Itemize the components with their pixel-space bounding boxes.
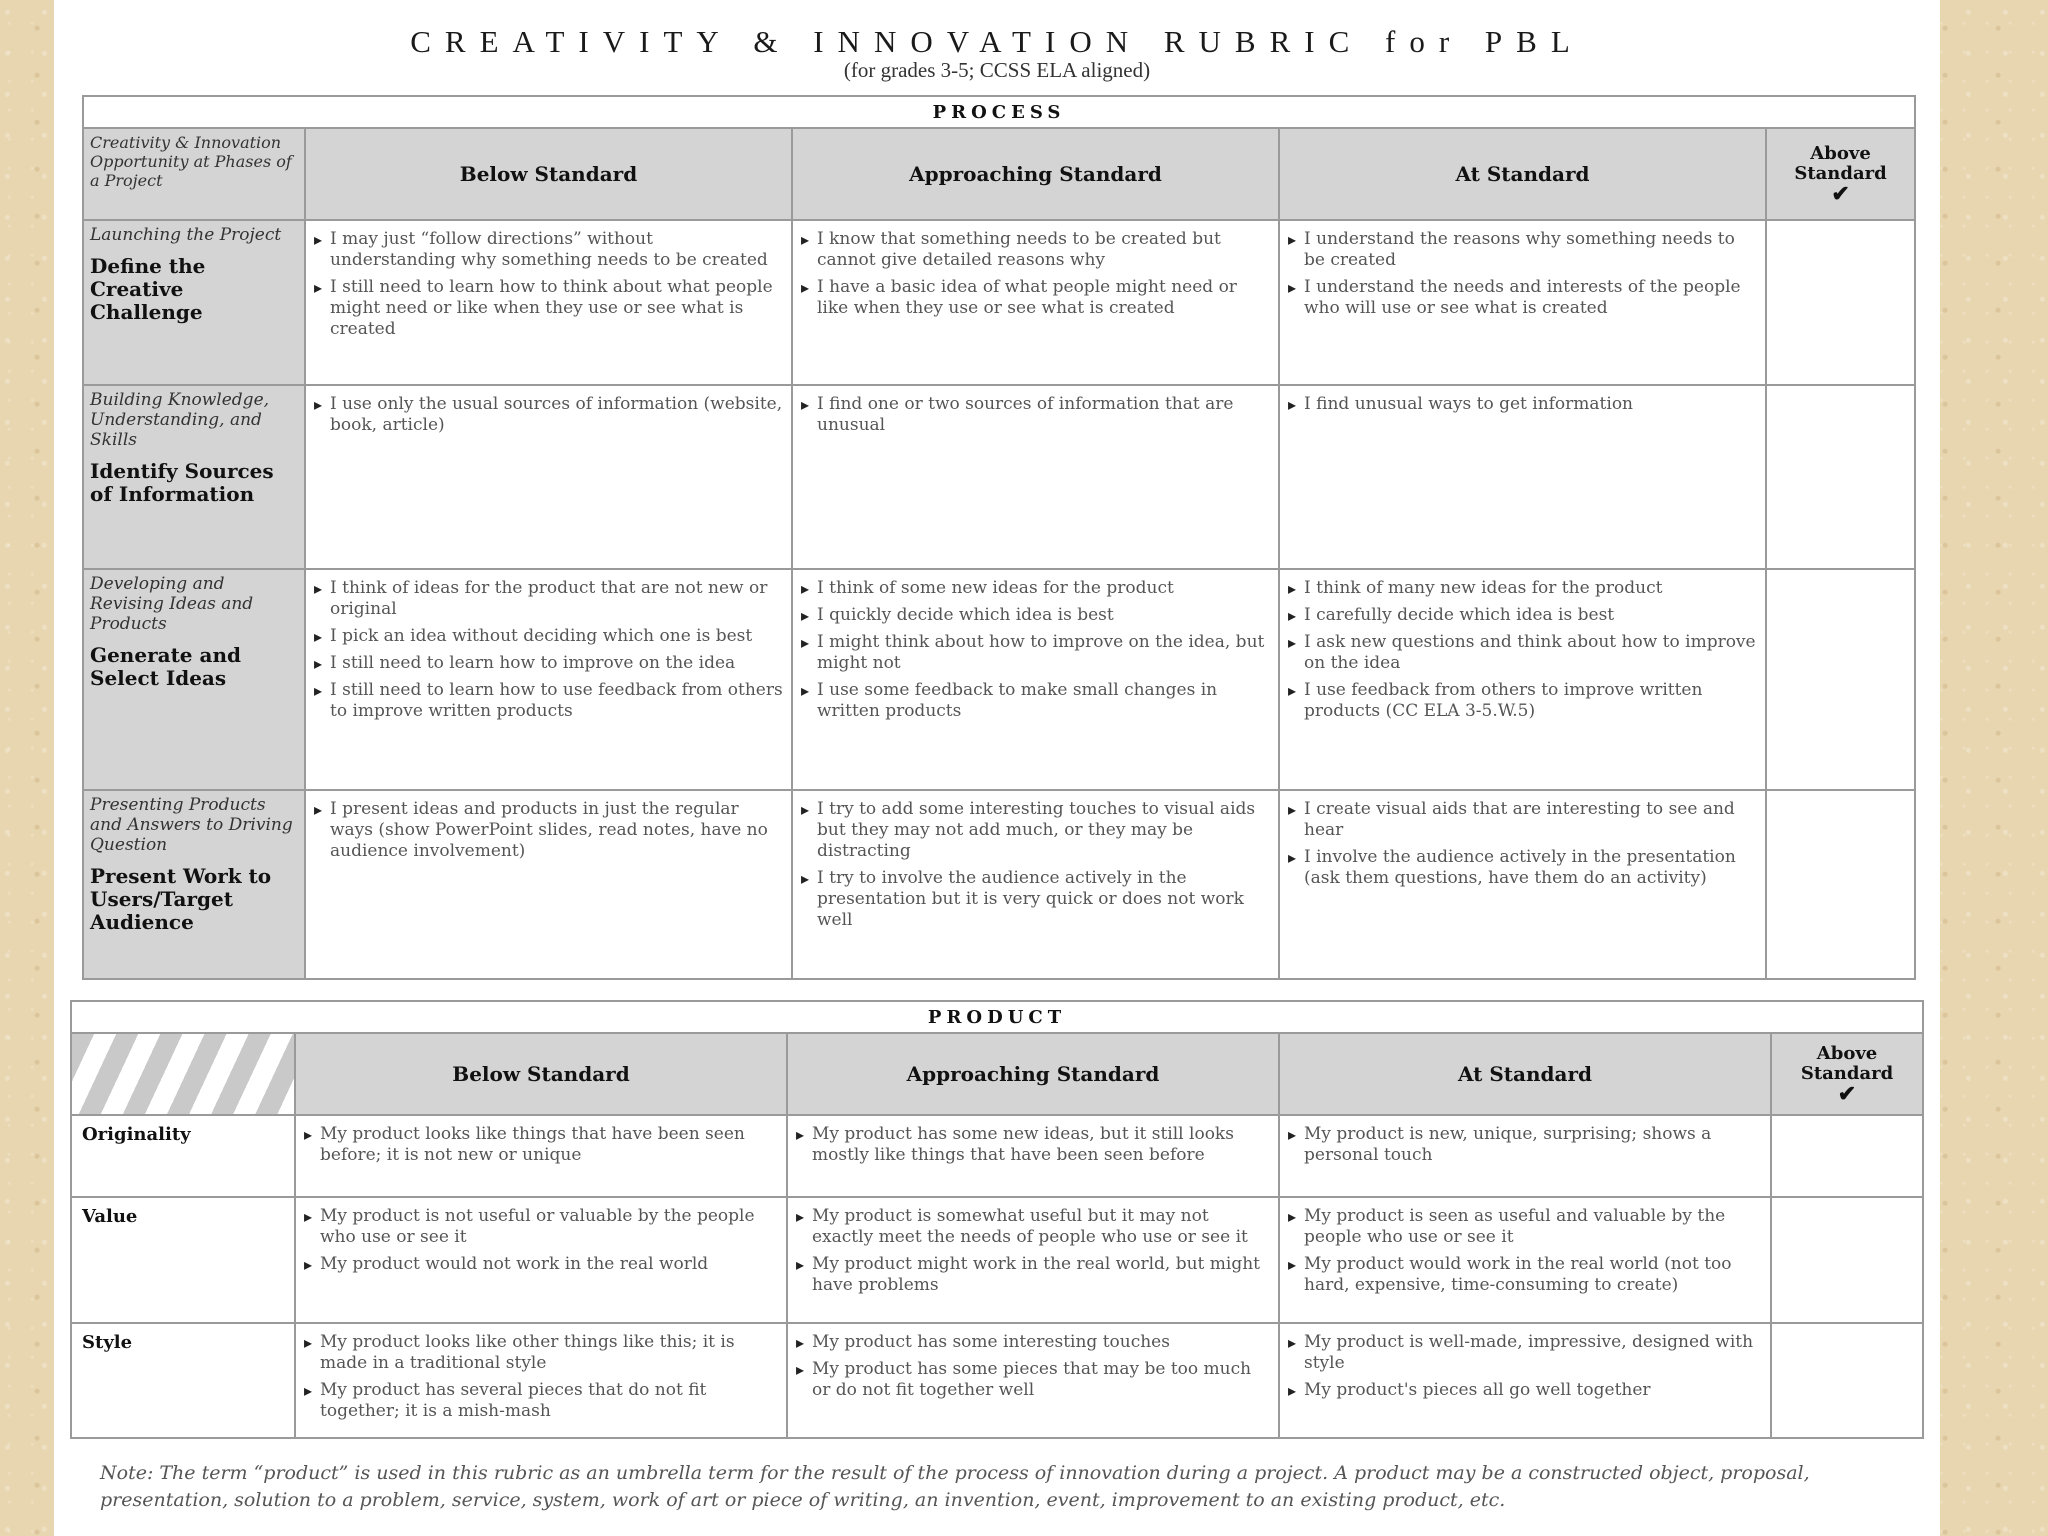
list-item: ▸ I try to involve the audience actively in the presentation but it is very quick or does not work well	[801, 868, 1270, 931]
list-item: ▸ I think of ideas for the product that are not new or original	[314, 578, 783, 620]
list-item: ▸ My product has some interesting touches	[796, 1332, 1270, 1353]
table-row	[83, 790, 1915, 979]
list-item: ▸ I find one or two sources of information that are unusual	[801, 394, 1270, 436]
above-cell[interactable]	[1766, 790, 1915, 979]
list-item: ▸ I use feedback from others to improve written products (CC ELA 3-5.W.5)	[1288, 680, 1757, 722]
process-heading: PROCESS	[83, 96, 1915, 128]
below-cell	[295, 1197, 787, 1323]
table-row	[71, 1323, 1923, 1438]
criterion-label: Style	[71, 1323, 295, 1438]
check-icon: ✔	[1831, 181, 1850, 207]
at-cell	[1279, 790, 1766, 979]
product-col-below: Below Standard	[295, 1033, 787, 1115]
page-title: CREATIVITY & INNOVATION RUBRIC for PBL	[410, 24, 1584, 59]
below-cell	[295, 1115, 787, 1197]
product-col-approaching: Approaching Standard	[787, 1033, 1279, 1115]
approaching-cell	[787, 1197, 1279, 1323]
list-item: ▸ I use only the usual sources of information (website, book, article)	[314, 394, 783, 436]
above-cell[interactable]	[1766, 220, 1915, 385]
approaching-cell	[787, 1323, 1279, 1438]
above-cell[interactable]	[1766, 569, 1915, 790]
approaching-cell	[792, 569, 1279, 790]
list-item: ▸ My product is not useful or valuable by the people who use or see it	[304, 1206, 778, 1248]
phase-title: Identify Sources of Information	[90, 459, 274, 506]
list-item: ▸ I quickly decide which idea is best	[801, 605, 1270, 626]
list-item: ▸ My product looks like things that have been seen before; it is not new or unique	[304, 1124, 778, 1166]
list-item: ▸ I understand the needs and interests of the people who will use or see what is created	[1288, 277, 1757, 319]
list-item: ▸ I pick an idea without deciding which one is best	[314, 626, 783, 647]
product-col-above	[1771, 1033, 1923, 1115]
at-cell	[1279, 1197, 1771, 1323]
list-item: ▸ I still need to learn how to use feedback from others to improve written products	[314, 680, 783, 722]
list-item: ▸ I have a basic idea of what people might need or like when they use or see what is created	[801, 277, 1270, 319]
phase-label: Building Knowledge, Understanding, and Skills	[90, 390, 270, 450]
table-row	[71, 1197, 1923, 1323]
list-item: ▸ I ask new questions and think about how to improve on the idea	[1288, 632, 1757, 674]
list-item: ▸ My product would not work in the real world	[304, 1254, 778, 1275]
list-item: ▸ My product has some pieces that may be too much or do not fit together well	[796, 1359, 1270, 1401]
list-item: ▸ I present ideas and products in just the regular ways (show PowerPoint slides, read notes, have no audience involvement)	[314, 799, 783, 862]
phase-title: Generate and Select Ideas	[90, 643, 241, 690]
phase-column-header-label: Creativity & Innovation Opportunity at Phases of a Project	[90, 133, 292, 190]
list-item: ▸ My product is new, unique, surprising; shows a personal touch	[1288, 1124, 1762, 1166]
phase-label: Developing and Revising Ideas and Products	[90, 574, 254, 634]
process-col-approaching: Approaching Standard	[792, 128, 1279, 220]
table-row	[71, 1115, 1923, 1197]
phase-column-header	[83, 128, 305, 220]
list-item: ▸ I know that something needs to be created but cannot give detailed reasons why	[801, 229, 1270, 271]
list-item: ▸ I still need to learn how to improve on the idea	[314, 653, 783, 674]
product-col-at: At Standard	[1279, 1033, 1771, 1115]
list-item: ▸ My product has several pieces that do not fit together; it is a mish-mash	[304, 1380, 778, 1422]
list-item: ▸ I find unusual ways to get information	[1288, 394, 1757, 415]
phase-cell	[83, 790, 305, 979]
list-item: ▸ I still need to learn how to think about what people might need or like when they use or see what is created	[314, 277, 783, 340]
process-table	[82, 95, 1916, 980]
list-item: ▸ I understand the reasons why something needs to be created	[1288, 229, 1757, 271]
above-cell[interactable]	[1766, 385, 1915, 569]
table-row	[83, 569, 1915, 790]
list-item: ▸ My product would work in the real world (not too hard, expensive, time-consuming to create)	[1288, 1254, 1762, 1296]
page-subtitle: (for grades 3-5; CCSS ELA aligned)	[843, 58, 1151, 82]
at-cell	[1279, 569, 1766, 790]
list-item: ▸ My product is somewhat useful but it may not exactly meet the needs of people who use or see it	[796, 1206, 1270, 1248]
product-heading: PRODUCT	[71, 1001, 1923, 1033]
below-cell	[305, 569, 792, 790]
below-cell	[305, 385, 792, 569]
list-item: ▸ I use some feedback to make small changes in written products	[801, 680, 1270, 722]
list-item: ▸ I might think about how to improve on the idea, but might not	[801, 632, 1270, 674]
list-item: ▸ I involve the audience actively in the presentation (ask them questions, have them do an activity)	[1288, 847, 1757, 889]
list-item: ▸ I try to add some interesting touches to visual aids but they may not add much, or they may be distracting	[801, 799, 1270, 862]
at-cell	[1279, 1323, 1771, 1438]
list-item: ▸ I may just “follow directions” without understanding why something needs to be created	[314, 229, 783, 271]
list-item: ▸ My product looks like other things like this; it is made in a traditional style	[304, 1332, 778, 1374]
product-col-above-label: Above Standard	[1800, 1043, 1894, 1084]
list-item: ▸ My product's pieces all go well together	[1288, 1380, 1762, 1401]
product-table	[70, 1000, 1924, 1439]
list-item: ▸ I carefully decide which idea is best	[1288, 605, 1757, 626]
list-item: ▸ I think of many new ideas for the product	[1288, 578, 1757, 599]
striped-header-cell	[71, 1033, 295, 1115]
footnote: Note: The term “product” is used in this rubric as an umbrella term for the result of the process of innovation during a project. A product may be a constructed object, proposal, presentation, solution to a problem, service, system, work of art or piece of writing, an invention, event, improvement to an existing product, etc.	[100, 1462, 1810, 1511]
approaching-cell	[787, 1115, 1279, 1197]
process-col-below: Below Standard	[305, 128, 792, 220]
list-item: ▸ My product is well-made, impressive, designed with style	[1288, 1332, 1762, 1374]
table-row	[83, 220, 1915, 385]
criterion-label: Value	[71, 1197, 295, 1323]
approaching-cell	[792, 385, 1279, 569]
list-item: ▸ I create visual aids that are interesting to see and hear	[1288, 799, 1757, 841]
above-cell[interactable]	[1771, 1323, 1923, 1438]
list-item: ▸ My product might work in the real world, but might have problems	[796, 1254, 1270, 1296]
phase-cell	[83, 569, 305, 790]
at-cell	[1279, 1115, 1771, 1197]
at-cell	[1279, 385, 1766, 569]
list-item: ▸ My product has some new ideas, but it still looks mostly like things that have been seen before	[796, 1124, 1270, 1166]
check-icon: ✔	[1837, 1081, 1857, 1107]
at-cell	[1279, 220, 1766, 385]
approaching-cell	[792, 790, 1279, 979]
above-cell[interactable]	[1771, 1115, 1923, 1197]
process-col-above-label: Above Standard	[1794, 143, 1887, 184]
process-col-at: At Standard	[1279, 128, 1766, 220]
table-row	[83, 385, 1915, 569]
phase-label: Launching the Project	[90, 225, 282, 245]
rubric-page	[54, 0, 1940, 1536]
phase-label: Presenting Products and Answers to Driving Question	[90, 795, 293, 855]
above-cell[interactable]	[1771, 1197, 1923, 1323]
below-cell	[295, 1323, 787, 1438]
list-item: ▸ My product is seen as useful and valuable by the people who use or see it	[1288, 1206, 1762, 1248]
phase-cell	[83, 220, 305, 385]
below-cell	[305, 220, 792, 385]
list-item: ▸ I think of some new ideas for the product	[801, 578, 1270, 599]
phase-title: Present Work to Users/Target Audience	[90, 864, 272, 934]
process-col-above	[1766, 128, 1915, 220]
below-cell	[305, 790, 792, 979]
phase-title: Define the Creative Challenge	[90, 254, 206, 324]
criterion-label: Originality	[71, 1115, 295, 1197]
phase-cell	[83, 385, 305, 569]
approaching-cell	[792, 220, 1279, 385]
